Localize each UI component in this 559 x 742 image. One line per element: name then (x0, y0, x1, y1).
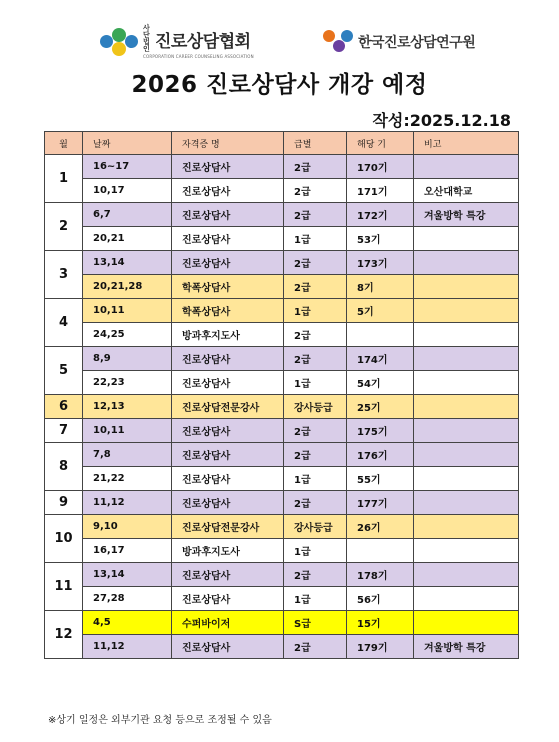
cell-cert: 진로상담사 (172, 563, 284, 587)
cell-grade: S급 (284, 611, 347, 635)
cell-grade: 2급 (284, 323, 347, 347)
cell-cert: 진로상담사 (172, 203, 284, 227)
cell-grade: 2급 (284, 275, 347, 299)
cell-month: 6 (45, 395, 83, 419)
table-row (45, 515, 519, 539)
table-row (45, 227, 519, 251)
cell-cert: 진로상담사 (172, 251, 284, 275)
cell-date: 13,14 (83, 563, 172, 587)
cell-cert: 수퍼바이저 (172, 611, 284, 635)
cell-date: 20,21 (83, 227, 172, 251)
cell-term: 26기 (347, 515, 414, 539)
cell-grade: 1급 (284, 371, 347, 395)
cell-date: 11,12 (83, 635, 172, 659)
cell-grade: 1급 (284, 467, 347, 491)
cell-note (414, 371, 519, 395)
cell-cert: 진로상담사 (172, 227, 284, 251)
cell-note (414, 443, 519, 467)
cell-date: 16~17 (83, 155, 172, 179)
cell-note (414, 299, 519, 323)
table-row (45, 635, 519, 659)
cell-note (414, 539, 519, 563)
cell-term (347, 323, 414, 347)
cell-date: 27,28 (83, 587, 172, 611)
table-row (45, 443, 519, 467)
cell-grade: 강사등급 (284, 395, 347, 419)
cell-term: 178기 (347, 563, 414, 587)
cell-cert: 진로상담사 (172, 419, 284, 443)
table-row (45, 419, 519, 443)
cell-term: 5기 (347, 299, 414, 323)
header-month: 월 (45, 132, 83, 155)
cell-grade: 2급 (284, 635, 347, 659)
cell-cert: 진로상담사 (172, 179, 284, 203)
cell-term: 179기 (347, 635, 414, 659)
cell-cert: 진로상담사 (172, 155, 284, 179)
cell-term: 174기 (347, 347, 414, 371)
table-row (45, 371, 519, 395)
table-row (45, 467, 519, 491)
cell-term: 170기 (347, 155, 414, 179)
cell-cert: 진로상담사 (172, 467, 284, 491)
header-term: 해당 기 (347, 132, 414, 155)
cell-grade: 1급 (284, 587, 347, 611)
cell-month: 9 (45, 491, 83, 515)
footnote: ※상기 일정은 외부기관 요청 등으로 조정될 수 있음 (48, 715, 272, 726)
institute-name: 한국진로상담연구원 (358, 35, 476, 51)
cell-grade: 2급 (284, 203, 347, 227)
cell-cert: 방과후지도사 (172, 539, 284, 563)
logo-bar (0, 22, 559, 62)
cell-note (414, 467, 519, 491)
cell-cert: 학폭상담사 (172, 299, 284, 323)
cell-cert: 진로상담사 (172, 347, 284, 371)
cell-grade: 1급 (284, 539, 347, 563)
cell-term: 56기 (347, 587, 414, 611)
cell-grade: 2급 (284, 155, 347, 179)
institute-emblem-icon (323, 28, 353, 56)
cell-month: 11 (45, 563, 83, 611)
cell-note (414, 155, 519, 179)
table-row (45, 179, 519, 203)
cell-date: 8,9 (83, 347, 172, 371)
cell-month: 4 (45, 299, 83, 347)
cell-note (414, 491, 519, 515)
cell-month: 3 (45, 251, 83, 299)
table-row (45, 275, 519, 299)
cell-date: 22,23 (83, 371, 172, 395)
cell-date: 4,5 (83, 611, 172, 635)
cell-note: 겨울방학 특강 (414, 203, 519, 227)
cell-month: 2 (45, 203, 83, 251)
cell-month: 12 (45, 611, 83, 659)
cell-term: 175기 (347, 419, 414, 443)
cell-month: 8 (45, 443, 83, 491)
association-subtitle: CORPORATION CAREER COUNSELING ASSOCIATION (143, 54, 254, 59)
cell-term: 171기 (347, 179, 414, 203)
cell-cert: 방과후지도사 (172, 323, 284, 347)
cell-cert: 진로상담사 (172, 443, 284, 467)
cell-note (414, 323, 519, 347)
cell-date: 6,7 (83, 203, 172, 227)
cell-cert: 진로상담전문강사 (172, 395, 284, 419)
cell-date: 12,13 (83, 395, 172, 419)
cell-grade: 2급 (284, 347, 347, 371)
cell-note (414, 611, 519, 635)
cell-date: 7,8 (83, 443, 172, 467)
header-grade: 급별 (284, 132, 347, 155)
cell-note: 오산대학교 (414, 179, 519, 203)
cell-note (414, 563, 519, 587)
cell-date: 10,11 (83, 299, 172, 323)
cell-term: 25기 (347, 395, 414, 419)
cell-date: 21,22 (83, 467, 172, 491)
cell-date: 16,17 (83, 539, 172, 563)
cell-cert: 진로상담사 (172, 635, 284, 659)
table-row (45, 491, 519, 515)
cell-grade: 2급 (284, 179, 347, 203)
cell-grade: 2급 (284, 563, 347, 587)
table-row (45, 323, 519, 347)
cell-grade: 2급 (284, 491, 347, 515)
institute-logo (323, 22, 475, 62)
cell-note (414, 419, 519, 443)
cell-date: 24,25 (83, 323, 172, 347)
table-row (45, 611, 519, 635)
written-date: 작성:2025.12.18 (372, 111, 511, 130)
cell-cert: 학폭상담사 (172, 275, 284, 299)
table-row (45, 539, 519, 563)
table-row (45, 563, 519, 587)
cell-date: 13,14 (83, 251, 172, 275)
cell-cert: 진로상담전문강사 (172, 515, 284, 539)
schedule-table (44, 131, 519, 659)
cell-grade: 강사등급 (284, 515, 347, 539)
association-logo (100, 22, 254, 62)
cell-cert: 진로상담사 (172, 491, 284, 515)
header-note: 비고 (414, 132, 519, 155)
cell-month: 10 (45, 515, 83, 563)
cell-month: 1 (45, 155, 83, 203)
cell-date: 20,21,28 (83, 275, 172, 299)
cell-note (414, 347, 519, 371)
cell-note (414, 515, 519, 539)
page-title: 2026 진로상담사 개강 예정 (131, 72, 428, 98)
table-row (45, 347, 519, 371)
cell-month: 7 (45, 419, 83, 443)
association-emblem-icon (100, 28, 138, 56)
cell-grade: 2급 (284, 251, 347, 275)
cell-term: 54기 (347, 371, 414, 395)
cell-term: 172기 (347, 203, 414, 227)
cell-grade: 2급 (284, 419, 347, 443)
cell-note (414, 395, 519, 419)
cell-term: 53기 (347, 227, 414, 251)
cell-cert: 진로상담사 (172, 587, 284, 611)
cell-date: 10,17 (83, 179, 172, 203)
cell-cert: 진로상담사 (172, 371, 284, 395)
cell-term: 8기 (347, 275, 414, 299)
cell-date: 10,11 (83, 419, 172, 443)
cell-grade: 1급 (284, 299, 347, 323)
cell-note (414, 251, 519, 275)
cell-grade: 2급 (284, 443, 347, 467)
table-row (45, 155, 519, 179)
cell-term: 15기 (347, 611, 414, 635)
cell-date: 11,12 (83, 491, 172, 515)
cell-note (414, 587, 519, 611)
cell-note (414, 275, 519, 299)
table-row (45, 395, 519, 419)
header-date: 날짜 (83, 132, 172, 155)
table-body (45, 155, 519, 659)
header-cert: 자격증 명 (172, 132, 284, 155)
cell-term: 55기 (347, 467, 414, 491)
cell-term (347, 539, 414, 563)
cell-note (414, 227, 519, 251)
cell-month: 5 (45, 347, 83, 395)
table-row (45, 587, 519, 611)
cell-note: 겨울방학 특강 (414, 635, 519, 659)
cell-term: 176기 (347, 443, 414, 467)
cell-date: 9,10 (83, 515, 172, 539)
cell-term: 177기 (347, 491, 414, 515)
table-header-row (45, 132, 519, 155)
cell-term: 173기 (347, 251, 414, 275)
cell-grade: 1급 (284, 227, 347, 251)
association-name: 진로상담협회 (155, 31, 251, 52)
table-row (45, 251, 519, 275)
table-row (45, 299, 519, 323)
table-row (45, 203, 519, 227)
association-tiny-label: 사단법인 (143, 24, 150, 53)
